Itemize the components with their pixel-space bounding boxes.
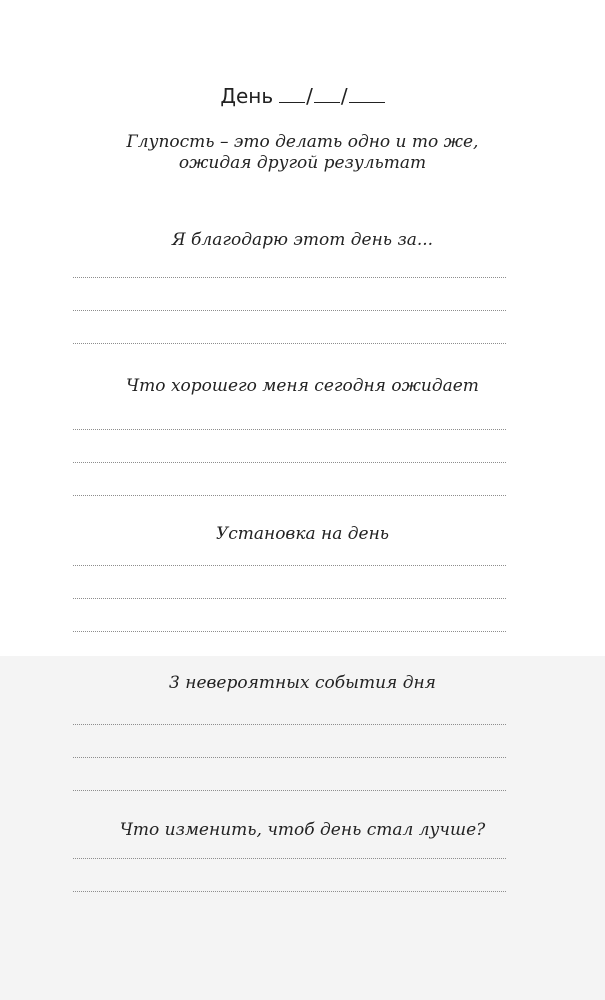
- month-blank[interactable]: [314, 100, 340, 103]
- writing-line[interactable]: [73, 858, 506, 859]
- year-blank[interactable]: [349, 100, 385, 103]
- writing-line[interactable]: [73, 277, 506, 278]
- writing-line[interactable]: [73, 343, 506, 344]
- quote-line: Глупость – это делать одно и то же,: [126, 132, 479, 152]
- date-separator: /: [340, 84, 348, 108]
- writing-line[interactable]: [73, 565, 506, 566]
- writing-line[interactable]: [73, 631, 506, 632]
- writing-line[interactable]: [73, 495, 506, 496]
- date-label: День: [220, 84, 274, 108]
- date-separator: /: [306, 84, 313, 108]
- writing-line[interactable]: [73, 790, 506, 791]
- section-heading-expectations: Что хорошего меня сегодня ожидает: [126, 376, 479, 396]
- quote: [0, 132, 605, 174]
- writing-line[interactable]: [73, 310, 506, 311]
- section-heading-intention: Установка на день: [215, 524, 390, 544]
- day-blank[interactable]: [279, 100, 305, 103]
- section-heading-events: 3 невероятных события дня: [169, 673, 436, 693]
- section-heading-gratitude: Я благодарю этот день за...: [171, 230, 434, 250]
- quote-line: ожидая другой результат: [178, 153, 427, 173]
- writing-line[interactable]: [73, 724, 506, 725]
- writing-line[interactable]: [73, 462, 506, 463]
- date-field: [0, 84, 605, 108]
- writing-line[interactable]: [73, 598, 506, 599]
- writing-line[interactable]: [73, 757, 506, 758]
- section-heading-improvement: Что изменить, чтоб день стал лучше?: [119, 820, 486, 840]
- writing-line[interactable]: [73, 429, 506, 430]
- writing-line[interactable]: [73, 891, 506, 892]
